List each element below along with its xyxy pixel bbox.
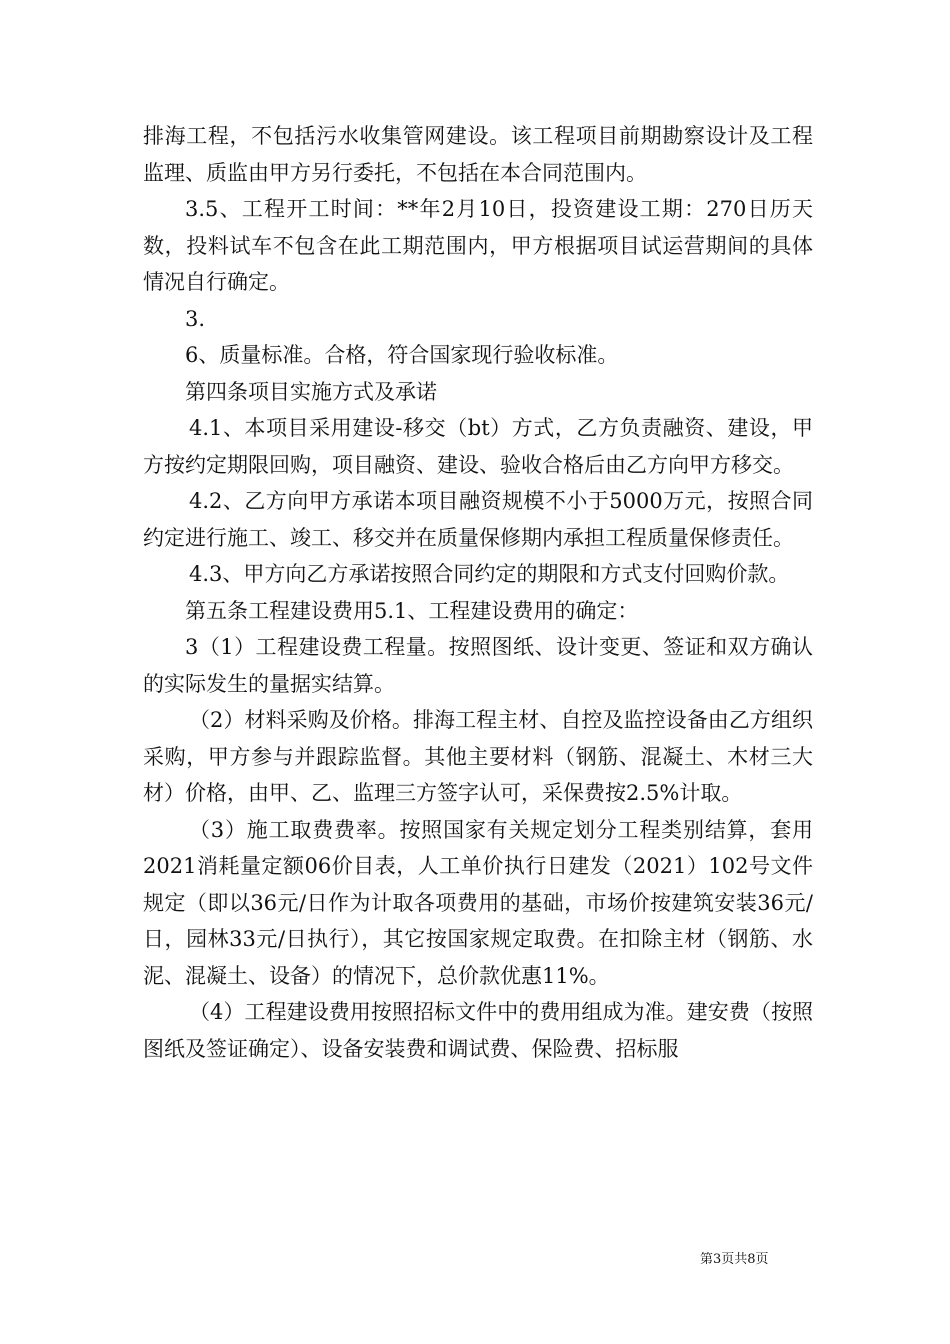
paragraph-4-1: 4.1、本项目采用建设-移交（bt）方式，乙方负责融资、建设，甲方按约定期限回购，项目融资、建设、验收合格后由乙方向甲方移交。 — [143, 416, 813, 477]
paragraph-quality-standard: 6、质量标准。合格，符合国家现行验收标准。 — [185, 343, 619, 367]
heading-article-5: 第五条工程建设费用5.1、工程建设费用的确定： — [185, 598, 639, 623]
paragraph-cost-item-3: （3）施工取费费率。按照国家有关规定划分工程类别结算，套用2021消耗量定额06价目表，人工单价执行日建发（2021）102号文件规定（即以36元/日作为计取各项费用的基础，市场价按建筑安装36元/日，园林33元/日执行），其它按国家规定取费。在扣除主材（钢筋、水泥、混凝土、设备）的情况下，总价款优惠11%。 — [143, 817, 813, 988]
page-number-footer: 第3页共8页 — [700, 1252, 769, 1267]
paragraph-3-fragment: 3. — [185, 306, 206, 331]
paragraph-scope-continued: 排海工程，不包括污水收集管网建设。该工程项目前期勘察设计及工程监理、质监由甲方另行委托，不包括在本合同范围内。 — [143, 124, 813, 185]
paragraph-cost-item-1: 3（1）工程建设费工程量。按照图纸、设计变更、签证和双方确认的实际发生的量据实结算。 — [143, 635, 813, 696]
paragraph-3-5-start-date: 3.5、工程开工时间：**年2月10日，投资建设工期：270日历天数，投料试车不包含在此工期范围内，甲方根据项目试运营期间的具体情况自行确定。 — [143, 197, 813, 294]
document-body — [143, 118, 813, 1067]
paragraph-cost-item-4: （4）工程建设费用按照招标文件中的费用组成为准。建安费（按照图纸及签证确定）、设备安装费和调试费、保险费、招标服 — [143, 1000, 813, 1061]
paragraph-cost-item-2: （2）材料采购及价格。排海工程主材、自控及监控设备由乙方组织采购，甲方参与并跟踪监督。其他主要材料（钢筋、混凝土、木材三大材）价格，由甲、乙、监理三方签字认可，采保费按2.5%计取。 — [143, 708, 813, 805]
paragraph-4-3: 4.3、甲方向乙方承诺按照合同约定的期限和方式支付回购价款。 — [189, 562, 790, 586]
paragraph-4-2: 4.2、乙方向甲方承诺本项目融资规模不小于5000万元，按照合同约定进行施工、竣工、移交并在质量保修期内承担工程质量保修责任。 — [143, 489, 813, 550]
heading-article-4: 第四条项目实施方式及承诺 — [185, 379, 437, 404]
